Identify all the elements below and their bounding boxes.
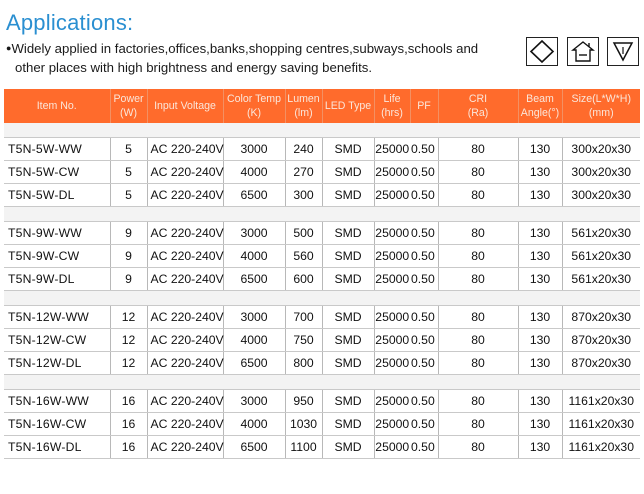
cell-power: 9 [110, 222, 147, 245]
column-header-unit: (hrs) [381, 107, 403, 119]
cell-color-temp: 3000 [223, 306, 285, 329]
cell-input-voltage: AC 220-240V [147, 161, 223, 184]
application-description [6, 39, 511, 77]
cell-input-voltage: AC 220-240V [147, 268, 223, 291]
cell-power: 9 [110, 245, 147, 268]
cell-life: 25000 [374, 352, 410, 375]
cell-size: 870x20x30 [562, 352, 640, 375]
column-header-life [374, 89, 410, 123]
cell-led-type: SMD [322, 268, 374, 291]
cell-beam-angle: 130 [518, 138, 562, 161]
cell-led-type: SMD [322, 161, 374, 184]
table-row [4, 352, 640, 375]
group-spacer [4, 123, 640, 138]
column-header-led-type [322, 89, 374, 123]
cell-item-number: T5N-16W-WW [4, 390, 110, 413]
cell-beam-angle: 130 [518, 390, 562, 413]
cell-pf: 0.50 [410, 436, 438, 459]
cell-life: 25000 [374, 138, 410, 161]
cell-item-number: T5N-9W-CW [4, 245, 110, 268]
cell-lumen: 500 [285, 222, 322, 245]
cell-led-type: SMD [322, 390, 374, 413]
column-header-unit: (Ra) [467, 107, 489, 119]
column-header-color-temp [223, 89, 285, 123]
cell-beam-angle: 130 [518, 222, 562, 245]
cell-power: 12 [110, 329, 147, 352]
table-row [4, 245, 640, 268]
table-row [4, 390, 640, 413]
cell-life: 25000 [374, 222, 410, 245]
diamond-icon [526, 37, 558, 66]
cell-color-temp: 4000 [223, 329, 285, 352]
cell-led-type: SMD [322, 306, 374, 329]
cell-size: 1161x20x30 [562, 413, 640, 436]
cell-life: 25000 [374, 184, 410, 207]
cell-power: 5 [110, 184, 147, 207]
column-header-label: Life [383, 93, 401, 105]
triangle-icon [607, 37, 639, 66]
group-spacer-row [4, 291, 640, 306]
table-row [4, 268, 640, 291]
cell-cri: 80 [438, 222, 518, 245]
column-header-lumen [285, 89, 322, 123]
table-row [4, 138, 640, 161]
cell-beam-angle: 130 [518, 413, 562, 436]
bullet-dot: ● [6, 43, 12, 53]
cell-size: 300x20x30 [562, 161, 640, 184]
cell-life: 25000 [374, 161, 410, 184]
column-header-label: Power [113, 93, 144, 105]
column-header-label: Color Temp [227, 93, 281, 105]
cell-item-number: T5N-5W-CW [4, 161, 110, 184]
column-header-item-number [4, 89, 110, 123]
cell-color-temp: 3000 [223, 138, 285, 161]
cell-color-temp: 6500 [223, 268, 285, 291]
group-spacer [4, 375, 640, 390]
cell-power: 16 [110, 390, 147, 413]
cell-led-type: SMD [322, 413, 374, 436]
cell-item-number: T5N-5W-DL [4, 184, 110, 207]
cell-life: 25000 [374, 329, 410, 352]
cell-lumen: 1030 [285, 413, 322, 436]
column-header-power [110, 89, 147, 123]
group-spacer-row [4, 123, 640, 138]
cell-cri: 80 [438, 329, 518, 352]
cell-pf: 0.50 [410, 138, 438, 161]
cell-beam-angle: 130 [518, 329, 562, 352]
cell-lumen: 240 [285, 138, 322, 161]
cell-beam-angle: 130 [518, 352, 562, 375]
cell-input-voltage: AC 220-240V [147, 436, 223, 459]
cell-input-voltage: AC 220-240V [147, 390, 223, 413]
cell-input-voltage: AC 220-240V [147, 245, 223, 268]
cell-pf: 0.50 [410, 352, 438, 375]
cell-lumen: 1100 [285, 436, 322, 459]
column-header-label: Size(L*W*H) [571, 93, 631, 105]
cell-item-number: T5N-9W-DL [4, 268, 110, 291]
cell-input-voltage: AC 220-240V [147, 138, 223, 161]
cell-size: 870x20x30 [562, 306, 640, 329]
column-header-unit: (K) [246, 107, 262, 119]
group-spacer-row [4, 207, 640, 222]
cell-item-number: T5N-16W-DL [4, 436, 110, 459]
cell-pf: 0.50 [410, 184, 438, 207]
cell-item-number: T5N-5W-WW [4, 138, 110, 161]
cell-beam-angle: 130 [518, 184, 562, 207]
cell-life: 25000 [374, 436, 410, 459]
cell-power: 16 [110, 413, 147, 436]
table-row [4, 306, 640, 329]
column-header-input-voltage [147, 89, 223, 123]
cell-size: 561x20x30 [562, 222, 640, 245]
column-header-label: Input Voltage [154, 100, 216, 112]
cell-input-voltage: AC 220-240V [147, 413, 223, 436]
cell-size: 300x20x30 [562, 138, 640, 161]
column-header-unit: (W) [119, 107, 138, 119]
cell-lumen: 270 [285, 161, 322, 184]
page-title: Applications: [6, 10, 134, 35]
cell-led-type: SMD [322, 222, 374, 245]
cell-size: 1161x20x30 [562, 390, 640, 413]
cell-life: 25000 [374, 245, 410, 268]
cell-lumen: 300 [285, 184, 322, 207]
cell-lumen: 750 [285, 329, 322, 352]
cell-led-type: SMD [322, 245, 374, 268]
table-row [4, 413, 640, 436]
column-header-label: LED Type [324, 100, 372, 112]
cell-lumen: 560 [285, 245, 322, 268]
cell-beam-angle: 130 [518, 245, 562, 268]
cell-input-voltage: AC 220-240V [147, 222, 223, 245]
cell-led-type: SMD [322, 184, 374, 207]
column-header-label: Lumen [287, 93, 320, 105]
cell-lumen: 600 [285, 268, 322, 291]
column-header-unit: (lm) [294, 107, 313, 119]
specifications-table [4, 89, 640, 459]
cell-color-temp: 3000 [223, 222, 285, 245]
group-spacer [4, 207, 640, 222]
cell-color-temp: 4000 [223, 245, 285, 268]
table-body [4, 123, 640, 459]
cell-pf: 0.50 [410, 245, 438, 268]
cell-input-voltage: AC 220-240V [147, 329, 223, 352]
cell-color-temp: 6500 [223, 184, 285, 207]
cell-pf: 0.50 [410, 268, 438, 291]
cell-size: 561x20x30 [562, 268, 640, 291]
cell-item-number: T5N-9W-WW [4, 222, 110, 245]
cell-cri: 80 [438, 413, 518, 436]
cell-pf: 0.50 [410, 390, 438, 413]
cell-size: 561x20x30 [562, 245, 640, 268]
column-header-label: Beam [526, 93, 554, 105]
cell-size: 1161x20x30 [562, 436, 640, 459]
description-line-2: other places with high brightness and energy saving benefits. [15, 60, 373, 75]
table-row [4, 436, 640, 459]
cell-power: 5 [110, 161, 147, 184]
cell-cri: 80 [438, 436, 518, 459]
cell-led-type: SMD [322, 138, 374, 161]
cell-pf: 0.50 [410, 306, 438, 329]
cell-power: 9 [110, 268, 147, 291]
cell-cri: 80 [438, 268, 518, 291]
cell-pf: 0.50 [410, 329, 438, 352]
column-header-unit: Angle(°) [520, 107, 560, 119]
column-header-size [562, 89, 640, 123]
cell-pf: 0.50 [410, 161, 438, 184]
column-header-label: PF [417, 100, 431, 112]
cell-pf: 0.50 [410, 413, 438, 436]
cell-color-temp: 6500 [223, 352, 285, 375]
description-line-1: Widely applied in factories,offices,banks,shopping centres,subways,schools and [11, 41, 479, 56]
cell-cri: 80 [438, 390, 518, 413]
cell-led-type: SMD [322, 352, 374, 375]
cell-beam-angle: 130 [518, 268, 562, 291]
column-header-label: CRI [468, 93, 488, 105]
cell-input-voltage: AC 220-240V [147, 184, 223, 207]
column-header-pf [410, 89, 438, 123]
cell-beam-angle: 130 [518, 161, 562, 184]
cell-beam-angle: 130 [518, 436, 562, 459]
cell-size: 300x20x30 [562, 184, 640, 207]
cell-cri: 80 [438, 138, 518, 161]
table-header-row [4, 89, 640, 123]
cell-led-type: SMD [322, 436, 374, 459]
cell-cri: 80 [438, 352, 518, 375]
cell-power: 12 [110, 352, 147, 375]
cell-input-voltage: AC 220-240V [147, 306, 223, 329]
cell-cri: 80 [438, 161, 518, 184]
cell-life: 25000 [374, 306, 410, 329]
group-spacer-row [4, 375, 640, 390]
cell-led-type: SMD [322, 329, 374, 352]
cell-life: 25000 [374, 390, 410, 413]
house-icon [567, 37, 599, 66]
column-header-unit: (mm) [588, 107, 614, 119]
column-header-beam-angle [518, 89, 562, 123]
cell-cri: 80 [438, 306, 518, 329]
cell-item-number: T5N-12W-WW [4, 306, 110, 329]
table-row [4, 222, 640, 245]
cell-power: 5 [110, 138, 147, 161]
cell-life: 25000 [374, 268, 410, 291]
cell-lumen: 700 [285, 306, 322, 329]
cell-pf: 0.50 [410, 222, 438, 245]
cell-life: 25000 [374, 413, 410, 436]
cell-color-temp: 4000 [223, 413, 285, 436]
cell-power: 16 [110, 436, 147, 459]
cell-cri: 80 [438, 245, 518, 268]
cell-size: 870x20x30 [562, 329, 640, 352]
cell-color-temp: 3000 [223, 390, 285, 413]
column-header-label: Item No. [36, 100, 77, 112]
group-spacer [4, 291, 640, 306]
cell-color-temp: 6500 [223, 436, 285, 459]
cell-input-voltage: AC 220-240V [147, 352, 223, 375]
cell-item-number: T5N-16W-CW [4, 413, 110, 436]
cell-beam-angle: 130 [518, 306, 562, 329]
cell-lumen: 800 [285, 352, 322, 375]
cell-item-number: T5N-12W-CW [4, 329, 110, 352]
cell-color-temp: 4000 [223, 161, 285, 184]
table-row [4, 329, 640, 352]
cell-power: 12 [110, 306, 147, 329]
table-row [4, 184, 640, 207]
cell-lumen: 950 [285, 390, 322, 413]
table-row [4, 161, 640, 184]
cell-item-number: T5N-12W-DL [4, 352, 110, 375]
cell-cri: 80 [438, 184, 518, 207]
column-header-cri [438, 89, 518, 123]
